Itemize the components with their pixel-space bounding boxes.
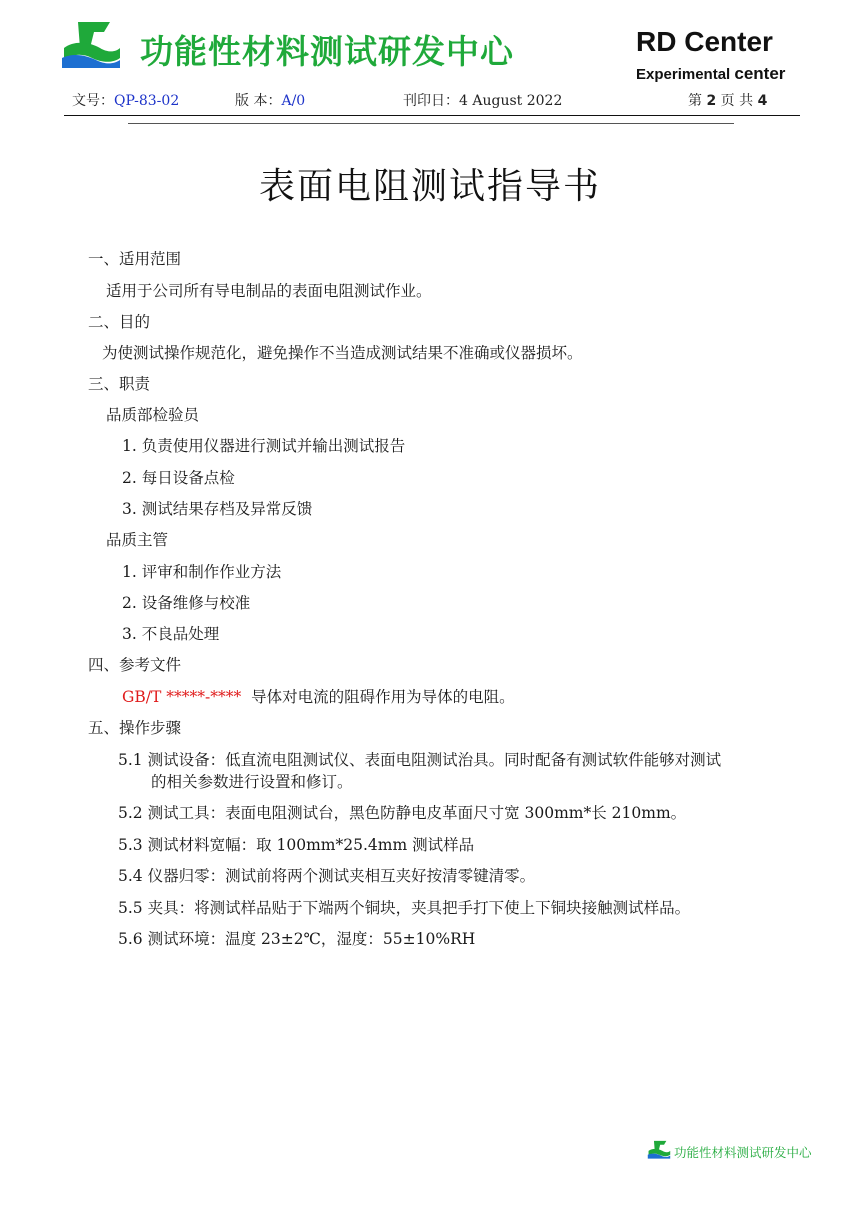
list-item: 5.3 测试材料宽幅：取 100mm*25.4mm 测试样品 xyxy=(118,836,475,854)
list-item: 5.5 夹具：将测试样品贴于下端两个铜块，夹具把手打下使上下铜块接触测试样品。 xyxy=(118,899,691,917)
role-supervisor: 品质主管 xyxy=(106,531,169,549)
list-item: 5.4 仪器归零：测试前将两个测试夹相互夹好按清零键清零。 xyxy=(118,867,536,885)
section-heading-purpose: 二、目的 xyxy=(88,313,151,331)
section-body-scope: 适用于公司所有导电制品的表面电阻测试作业。 xyxy=(106,282,432,300)
list-item: 2. 每日设备点检 xyxy=(122,469,235,487)
document-title: 表面电阻测试指导书 xyxy=(258,166,601,207)
reference-text: 导体对电流的阻碍作用为导体的电阻。 xyxy=(251,688,515,706)
rd-center-title: RD Center xyxy=(636,26,773,57)
role-inspector: 品质部检验员 xyxy=(106,406,200,424)
header-rule-secondary xyxy=(128,123,734,124)
list-item: 3. 不良品处理 xyxy=(122,625,220,643)
section-heading-references: 四、参考文件 xyxy=(88,656,182,674)
footer-logo-icon xyxy=(647,1139,671,1159)
reference-code: GB/T *****-**** xyxy=(122,688,242,706)
section-heading-procedure: 五、操作步骤 xyxy=(88,719,182,737)
list-item: 5.1 测试设备：低直流电阻测试仪、表面电阻测试治具。同时配备有测试软件能够对测试 xyxy=(118,751,722,769)
list-item: 3. 测试结果存档及异常反馈 xyxy=(122,500,313,518)
list-item: 1. 负责使用仪器进行测试并输出测试报告 xyxy=(122,437,406,455)
org-name-header: 功能性材料测试研发中心 xyxy=(140,32,514,71)
list-item: 1. 评审和制作作业方法 xyxy=(122,563,282,581)
print-date: 刊印日：4 August 2022 xyxy=(403,93,563,109)
doc-version: 版 本：A/0 xyxy=(235,93,306,109)
section-heading-duties: 三、职责 xyxy=(88,375,151,393)
section-body-purpose: 为使测试操作规范化，避免操作不当造成测试结果不准确或仪器损坏。 xyxy=(102,344,583,362)
rd-center-subtitle: Experimental center xyxy=(636,64,786,83)
org-name-footer: 功能性材料测试研发中心 xyxy=(674,1145,812,1160)
list-item: 5.6 测试环境：温度 23±2℃，湿度：55±10%RH xyxy=(118,930,476,948)
reference-entry xyxy=(122,685,515,707)
section-heading-scope: 一、适用范围 xyxy=(88,250,182,268)
company-logo-icon xyxy=(60,18,122,68)
page-indicator: 第 2 页 共 4 xyxy=(688,93,768,109)
header-rule xyxy=(64,115,800,116)
list-item: 5.2 测试工具：表面电阻测试台，黑色防静电皮革面尺寸宽 300mm*长 210mm。 xyxy=(118,804,687,822)
list-item: 2. 设备维修与校准 xyxy=(122,594,251,612)
list-item: 的相关参数进行设置和修订。 xyxy=(151,773,353,791)
doc-number: 文号：QP-83-02 xyxy=(72,93,180,109)
